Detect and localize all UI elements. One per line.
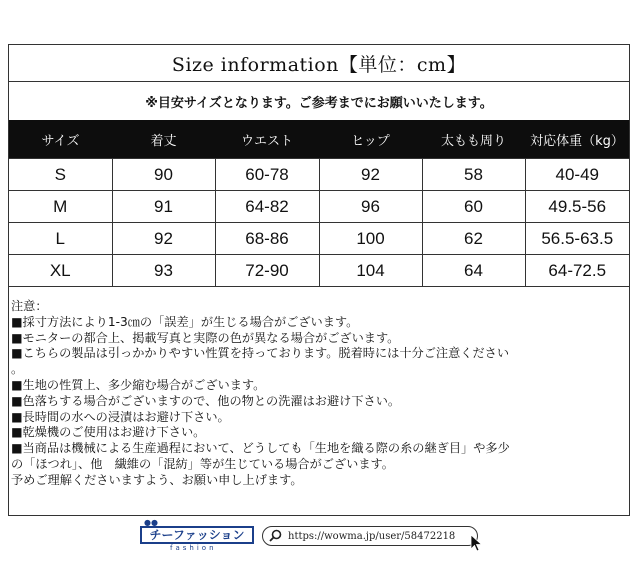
logo-brand: チーファッション bbox=[140, 526, 254, 544]
table-row bbox=[9, 223, 629, 255]
table-cell: 60-78 bbox=[215, 159, 319, 191]
table-cell: 93 bbox=[112, 255, 215, 287]
notes-section bbox=[11, 299, 627, 489]
note-line: 注意： bbox=[11, 299, 48, 313]
header-thigh: 太もも周り bbox=[422, 120, 525, 159]
table-cell: 104 bbox=[319, 255, 422, 287]
table-cell: S bbox=[9, 159, 112, 191]
table-cell: 92 bbox=[319, 159, 422, 191]
shop-search-box[interactable] bbox=[262, 526, 478, 546]
header-size: サイズ bbox=[9, 120, 112, 159]
table-row bbox=[9, 191, 629, 223]
table-cell: 56.5-63.5 bbox=[525, 223, 629, 255]
header-waist: ウエスト bbox=[215, 120, 319, 159]
table-cell: 64-72.5 bbox=[525, 255, 629, 287]
table-row bbox=[9, 159, 629, 191]
logo-subtext: fashion bbox=[170, 544, 217, 552]
table-row bbox=[9, 255, 629, 287]
table-cell: 62 bbox=[422, 223, 525, 255]
table-cell: 49.5-56 bbox=[525, 191, 629, 223]
table-cell: 40-49 bbox=[525, 159, 629, 191]
note-line: ■乾燥機のご使用はお避け下さい。 bbox=[11, 425, 206, 440]
shop-logo[interactable] bbox=[140, 518, 256, 552]
size-chart-frame bbox=[8, 44, 630, 516]
table-cell: M bbox=[9, 191, 112, 223]
table-cell: 68-86 bbox=[215, 223, 319, 255]
table-cell: 72-90 bbox=[215, 255, 319, 287]
note-line: 。 bbox=[11, 362, 24, 377]
note-line: の「ほつれ」、他 繊維の「混紡」等が生じている場合がございます。 bbox=[11, 456, 394, 471]
note-line: 予めご理解くださいますよう、お願い申し上げます。 bbox=[11, 472, 303, 487]
table-cell: 92 bbox=[112, 223, 215, 255]
note-line: ■生地の性質上、多少縮む場合がございます。 bbox=[11, 377, 266, 392]
table-cell: L bbox=[9, 223, 112, 255]
cursor-icon bbox=[470, 534, 484, 556]
table-cell: 64-82 bbox=[215, 191, 319, 223]
note-line: ■色落ちする場合がございますので、他の物との洗濯はお避け下さい。 bbox=[11, 393, 401, 408]
logo-dots: ●● bbox=[144, 518, 158, 527]
note-line: ■モニターの都合上、掲載写真と実際の色が異なる場合がございます。 bbox=[11, 330, 400, 345]
table-cell: 100 bbox=[319, 223, 422, 255]
note-line: ■長時間の水への浸漬はお避け下さい。 bbox=[11, 409, 230, 424]
table-cell: 58 bbox=[422, 159, 525, 191]
search-icon bbox=[269, 527, 282, 546]
note-line: ■こちらの製品は引っかかりやすい性質を持っております。脱着時には十分ご注意ください bbox=[11, 346, 510, 361]
table-header-row bbox=[9, 120, 629, 159]
table-cell: XL bbox=[9, 255, 112, 287]
header-hip: ヒップ bbox=[319, 120, 422, 159]
header-weight: 対応体重（kg） bbox=[525, 120, 629, 159]
note-line: ■採寸方法により1-3㎝の「誤差」が生じる場合がございます。 bbox=[11, 314, 359, 329]
table-cell: 91 bbox=[112, 191, 215, 223]
table-cell: 90 bbox=[112, 159, 215, 191]
table-cell: 64 bbox=[422, 255, 525, 287]
shop-url[interactable]: https://wowma.jp/user/58472218 bbox=[288, 530, 456, 542]
footer bbox=[140, 518, 490, 554]
table-cell: 60 bbox=[422, 191, 525, 223]
header-length: 着丈 bbox=[112, 120, 215, 159]
table-cell: 96 bbox=[319, 191, 422, 223]
note-line: ■当商品は機械による生産過程において、どうしても「生地を織る際の糸の継ぎ目」や多少 bbox=[11, 441, 510, 456]
chart-title: Size information【単位：cm】 bbox=[9, 45, 629, 82]
size-table bbox=[9, 120, 629, 287]
chart-subtitle: ※目安サイズとなります。ご参考までにお願いいたします。 bbox=[145, 95, 493, 111]
